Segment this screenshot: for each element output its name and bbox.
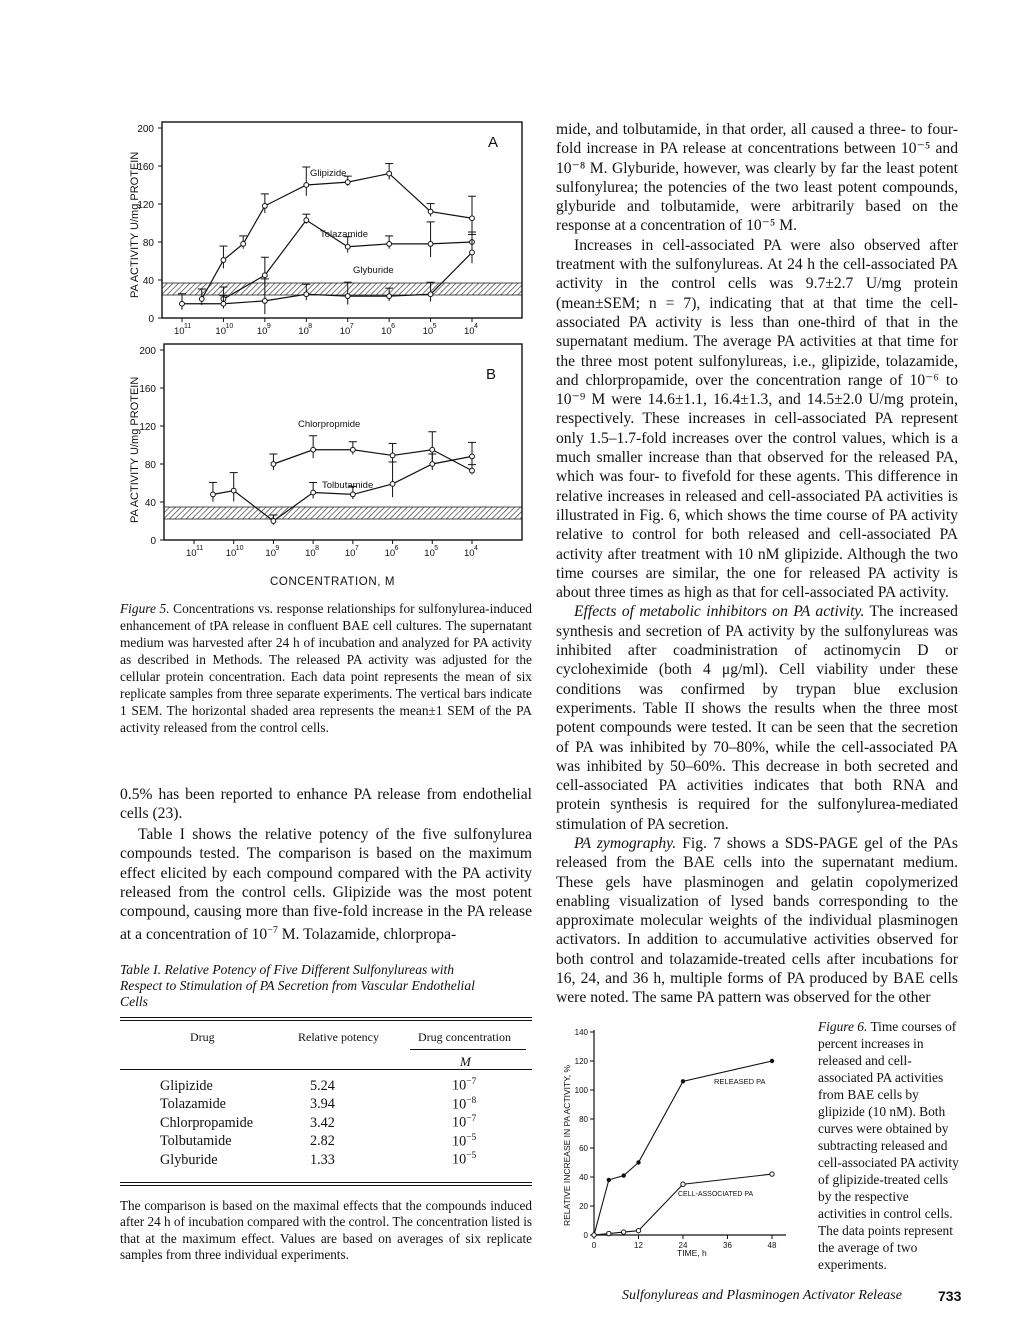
table-cell-potency: 5.24 bbox=[310, 1077, 335, 1094]
table-1-bottom-rule bbox=[120, 1182, 532, 1186]
data-point bbox=[430, 462, 435, 467]
panel-b-x-axis bbox=[186, 540, 478, 559]
data-point bbox=[470, 216, 475, 221]
table-cell-concentration bbox=[452, 1077, 476, 1096]
data-point bbox=[180, 301, 185, 306]
y-tick-label: 160 bbox=[137, 162, 154, 173]
concentration-exponent: −7 bbox=[466, 1114, 477, 1125]
x-tick-label: 10 bbox=[339, 326, 351, 337]
panel-b-letter: B bbox=[486, 366, 497, 383]
y-tick-label: 120 bbox=[137, 200, 154, 211]
data-point bbox=[271, 519, 276, 524]
label-tolazamide: Tolazamide bbox=[320, 229, 369, 240]
panel-b-ylabel: PA ACTIVITY U/mg PROTEIN bbox=[129, 376, 141, 523]
label-released-pa: RELEASED PA bbox=[714, 1077, 766, 1086]
x-tick-label: 10 bbox=[298, 326, 309, 337]
x-tick-label: 10 bbox=[424, 548, 435, 559]
data-point bbox=[304, 292, 309, 297]
data-point bbox=[304, 218, 309, 223]
x-tick-label: 10 bbox=[344, 548, 356, 559]
table-cell-concentration bbox=[452, 1151, 476, 1170]
cell-associated-pa-point bbox=[592, 1233, 596, 1237]
table-row bbox=[160, 1114, 476, 1133]
x-tick-label: 10 bbox=[464, 548, 475, 559]
table-cell-concentration bbox=[452, 1133, 476, 1152]
data-point bbox=[430, 447, 435, 452]
figure-6-caption-label: Figure 6. bbox=[818, 1019, 868, 1034]
x-tick-exponent: 10 bbox=[235, 545, 244, 552]
concentration-base: 10 bbox=[452, 1078, 467, 1095]
y-tick-label: 40 bbox=[142, 276, 154, 287]
figure-5-xlabel: CONCENTRATION, M bbox=[270, 576, 396, 588]
x-tick-label: 10 bbox=[174, 326, 185, 337]
x-tick-exponent: 7 bbox=[349, 323, 354, 330]
x-tick-exponent: 8 bbox=[315, 545, 320, 552]
x-tick-exponent: 11 bbox=[184, 323, 192, 330]
x-tick-label: 10 bbox=[384, 548, 396, 559]
released-pa-point bbox=[770, 1059, 774, 1063]
data-point bbox=[231, 488, 236, 493]
cell-associated-pa-point bbox=[621, 1230, 625, 1234]
data-point bbox=[262, 299, 267, 304]
released-pa-point bbox=[621, 1173, 625, 1177]
x-tick-label: 10 bbox=[265, 548, 277, 559]
x-tick-exponent: 9 bbox=[275, 545, 280, 552]
table-cell-concentration bbox=[452, 1114, 476, 1133]
y-tick-label: 40 bbox=[144, 498, 156, 509]
y-tick-label: 120 bbox=[139, 422, 156, 433]
panel-a-y-axis bbox=[137, 124, 162, 325]
released-pa-point bbox=[681, 1079, 685, 1083]
data-point bbox=[470, 468, 475, 473]
x-tick-label: 10 bbox=[305, 548, 316, 559]
x-tick-label: 36 bbox=[723, 1241, 732, 1250]
concentration-base: 10 bbox=[452, 1133, 467, 1150]
data-point bbox=[345, 294, 350, 299]
table-cell-concentration bbox=[452, 1096, 476, 1115]
x-tick-exponent: 11 bbox=[196, 545, 204, 552]
figure-5-caption-label: Figure 5. bbox=[120, 601, 170, 616]
y-tick-label: 100 bbox=[574, 1086, 588, 1095]
label-glyburide: Glyburide bbox=[353, 265, 394, 276]
y-tick-label: 0 bbox=[583, 1231, 588, 1240]
column-2 bbox=[556, 120, 958, 1008]
figure-5-panel-b bbox=[129, 344, 522, 559]
y-tick-label: 80 bbox=[142, 238, 154, 249]
y-tick-label: 120 bbox=[574, 1057, 588, 1066]
data-point bbox=[428, 292, 433, 297]
x-tick-label: 12 bbox=[634, 1241, 643, 1250]
data-point bbox=[241, 242, 246, 247]
figure-6-caption-text: Time courses of percent increases in released and cell-associated PA activities from BAE cells by glipizide (10 nM). Both curves were obtained by subtracting released and cell-associated PA activity of glipizide-treated cells by the respective activities in control cells. The data points represent the average of two experiments. bbox=[818, 1019, 959, 1272]
table-1-header-potency: Relative potency bbox=[298, 1030, 379, 1044]
released-pa-point bbox=[636, 1160, 640, 1164]
label-chlorpropmide: Chlorpropmide bbox=[298, 419, 361, 430]
y-tick-label: 80 bbox=[579, 1115, 588, 1124]
figure-5-caption-text: Concentrations vs. response relationships for sulfonylurea-induced enhancement of tPA release in confluent BAE cell cultures. The supernatant medium was harvested after 24 h of incubation and analyzed for PA activity as described in Methods. The released PA activity was adjusted for the cellular protein concentration. Each data point represents the mean of six replicate samples from three separate experiments. The vertical bars indicate 1 SEM. The horizontal shaded area represents the mean±1 SEM of the PA activity released from the control cells. bbox=[120, 601, 532, 735]
figure-5 bbox=[120, 115, 540, 595]
figure-6-ylabel: RELATIVE INCREASE IN PA ACTIVITY, % bbox=[562, 1064, 572, 1226]
col1-para-2-exponent: −7 bbox=[267, 925, 278, 937]
table-cell-drug: Glipizide bbox=[160, 1077, 213, 1094]
x-tick-label: 10 bbox=[256, 326, 268, 337]
concentration-exponent: −8 bbox=[466, 1095, 477, 1106]
data-point bbox=[470, 250, 475, 255]
concentration-base: 10 bbox=[452, 1115, 467, 1132]
col2-para-4-text: Fig. 7 shows a SDS-PAGE gel of the PAs released from the BAE cells into the supernatant medium. These gels have plasminogen and gelatin copolymerized enabling visualization of lysed bands corresponding to the approximate molecular weights of the individual plasminogen activators. In addition to accumulative activities observed for both control and tolazamide-treated cells after incubations for 16, 24, and 36 h, multiple forms of PA produced by BAE cells were noted. The same PA pattern was observed for the other bbox=[556, 834, 958, 1007]
x-tick-exponent: 4 bbox=[474, 323, 478, 330]
table-cell-potency: 1.33 bbox=[310, 1151, 335, 1168]
cell-associated-pa-point bbox=[770, 1172, 774, 1176]
table-1-header-concentration: Drug concentration bbox=[418, 1030, 511, 1044]
released-pa-line bbox=[594, 1061, 772, 1235]
series-line-chlorpropmide bbox=[273, 450, 472, 471]
table-row bbox=[160, 1077, 476, 1096]
col1-para-2-text: Table I shows the relative potency of the five sulfonylurea compounds tested. The comparison is based on the maximum effect elicited by each compound compared with the PA activity released from the control cells. Glipizide was the most potent compound, causing more than five-fold increase in the PA release at a concentration of 10 bbox=[120, 826, 532, 944]
x-tick-exponent: 5 bbox=[434, 545, 439, 552]
x-tick-label: 10 bbox=[215, 326, 227, 337]
col2-para-1: mide, and tolbutamide, in that order, all caused a three- to four-fold increase in PA release at concentrations between 10⁻⁵ and 10⁻⁸ M. Glyburide, however, was clearly by far the least potent sulfonylurea; the potencies of the two least potent compounds, glyburide and tolbutamide, were arbitrarily based on the response at a concentration of 10⁻⁵ M. bbox=[556, 121, 958, 235]
col2-para-3 bbox=[556, 602, 958, 834]
table-1-header bbox=[120, 1021, 532, 1069]
table-row bbox=[160, 1133, 476, 1152]
data-point bbox=[390, 482, 395, 487]
concentration-exponent: −5 bbox=[466, 1151, 477, 1162]
figure-5-panel-a bbox=[129, 122, 522, 337]
x-tick-exponent: 7 bbox=[354, 545, 359, 552]
y-tick-label: 140 bbox=[574, 1028, 588, 1037]
table-cell-drug: Glyburide bbox=[160, 1151, 218, 1168]
x-tick-label: 10 bbox=[464, 326, 475, 337]
x-tick-label: 10 bbox=[381, 326, 392, 337]
y-tick-label: 40 bbox=[579, 1173, 588, 1182]
data-point bbox=[199, 297, 204, 302]
col2-para-2: Increases in cell-associated PA were also observed after treatment with the sulfonylureas. At 24 h the cell-associated PA activity in the control cells was 9.7±2.7 U/mg protein (mean±SEM; n = 7), indicating that at that time the cell-associated PA activity is less than one-third of that in the supernatant medium. The average PA activities at that time for the three most potent sulfonylureas, i.e., glipizide, tolazamide, and chlorpropamide, over the concentration range of 10⁻⁶ to 10⁻⁹ M were 14.6±1.1, 16.4±1.3, and 14.5±2.0 U/mg protein, respectively. These increases in cell-associated PA represent only 1.5–1.7-fold increases over the control values, which is a much smaller increase than that observed for the released PA, which was four- to fivefold for these agents. This difference in relative increases in released and cell-associated PA activities is illustrated in Fig. 6, which shows the time course of PA activity relative to control for both released and cell-associated PA activity after treatment with 10 nM glipizide. Although the two time courses are similar, the one for released PA activity is about three times as high as that for cell-associated PA activity. bbox=[556, 236, 958, 602]
table-1-unit: M bbox=[460, 1054, 471, 1069]
col2-para-3-text: The increased synthesis and secretion of PA activity by the sulfonylureas was inhibited after coadministration of actinomycin D or cycloheximide (both 4 μg/ml). Cell viability under these conditions was confirmed by trypan blue exclusion experiments. Table II shows the results when the three most potent compounds were tested. It can be seen that the secretion of PA was inhibited by 70–80%, while the cell-associated PA was inhibited by 50–60%. This decrease in both secreted and cell-associated PA activities indicates that both RNA and protein synthesis is required for the sulfonylurea-mediated stimulation of PA secretion. bbox=[556, 603, 958, 833]
data-point bbox=[387, 242, 392, 247]
panel-a-control-band bbox=[162, 283, 522, 295]
concentration-base: 10 bbox=[452, 1152, 467, 1169]
running-footer-title: Sulfonylureas and Plasminogen Activator Release bbox=[622, 1288, 902, 1303]
table-cell-drug: Tolbutamide bbox=[160, 1133, 232, 1150]
y-tick-label: 20 bbox=[579, 1202, 588, 1211]
data-point bbox=[345, 244, 350, 249]
x-tick-label: 10 bbox=[186, 548, 197, 559]
y-tick-label: 200 bbox=[139, 346, 156, 357]
x-tick-exponent: 6 bbox=[391, 323, 396, 330]
data-point bbox=[221, 301, 226, 306]
table-1-header-rule bbox=[410, 1049, 526, 1050]
y-tick-label: 80 bbox=[144, 460, 156, 471]
data-point bbox=[350, 447, 355, 452]
concentration-exponent: −5 bbox=[466, 1132, 477, 1143]
table-row bbox=[160, 1151, 476, 1170]
col1-para-1: 0.5% has been reported to enhance PA release from endothelial cells (23). bbox=[120, 786, 532, 823]
col1-para-2 bbox=[120, 825, 532, 945]
col1-para-2-tail: M. Tolazamide, chlorpropa- bbox=[277, 926, 457, 944]
data-point bbox=[311, 447, 316, 452]
table-cell-potency: 3.94 bbox=[310, 1096, 335, 1113]
figure-6-caption bbox=[818, 1018, 960, 1273]
data-point bbox=[345, 180, 350, 185]
table-1-body bbox=[160, 1077, 476, 1170]
x-tick-label: 10 bbox=[422, 326, 434, 337]
col2-para-4-head: PA zymography. bbox=[574, 834, 677, 852]
y-tick-label: 60 bbox=[579, 1144, 588, 1153]
cell-associated-pa-point bbox=[681, 1182, 685, 1186]
table-cell-potency: 2.82 bbox=[310, 1133, 335, 1150]
data-point bbox=[387, 171, 392, 176]
y-tick-label: 0 bbox=[148, 314, 154, 325]
col2-para-3-head: Effects of metabolic inhibitors on PA activity. bbox=[574, 603, 865, 621]
data-point bbox=[271, 462, 276, 467]
y-tick-label: 200 bbox=[137, 124, 154, 135]
x-tick-label: 48 bbox=[767, 1241, 777, 1250]
concentration-exponent: −7 bbox=[466, 1077, 477, 1088]
data-point bbox=[221, 258, 226, 263]
data-point bbox=[387, 294, 392, 299]
concentration-base: 10 bbox=[452, 1096, 467, 1113]
panel-a-x-axis bbox=[174, 318, 478, 337]
table-cell-drug: Chlorpropamide bbox=[160, 1114, 253, 1131]
data-point bbox=[350, 492, 355, 497]
panel-a-ylabel: PA ACTIVITY U/mg PROTEIN bbox=[129, 151, 141, 298]
data-point bbox=[262, 273, 267, 278]
x-tick-exponent: 8 bbox=[308, 323, 313, 330]
figure-6 bbox=[552, 1020, 808, 1260]
data-point bbox=[211, 492, 216, 497]
cell-associated-pa-point bbox=[636, 1228, 640, 1232]
panel-b-control-band bbox=[164, 507, 522, 519]
data-point bbox=[262, 204, 267, 209]
released-pa-point bbox=[607, 1178, 611, 1182]
panel-a-letter: A bbox=[488, 134, 499, 151]
col2-para-4 bbox=[556, 834, 958, 1008]
table-cell-potency: 3.42 bbox=[310, 1114, 335, 1131]
page-number: 733 bbox=[938, 1288, 962, 1304]
table-1 bbox=[120, 1017, 532, 1264]
data-point bbox=[304, 183, 309, 188]
table-row bbox=[160, 1096, 476, 1115]
table-1-header-drug: Drug bbox=[190, 1030, 215, 1044]
label-glipizide: Glipizide bbox=[310, 168, 347, 179]
data-point bbox=[428, 209, 433, 214]
figure-6-y-ticks bbox=[575, 1028, 594, 1240]
x-tick-label: 24 bbox=[678, 1241, 688, 1250]
panel-b-y-axis bbox=[139, 346, 164, 547]
table-1-caption: Table I. Relative Potency of Five Different Sulfonylureas with Respect to Stimulation of PA Secretion from Vascular Endothelial Cells bbox=[120, 962, 475, 1009]
table-1-footnote: The comparison is based on the maximal effects that the compounds induced after 24 h of incubation compared with the control. The concentration listed is that at the maximum effect. Values are based on averages of six replicate samples from three individual experiments. bbox=[120, 1197, 532, 1263]
label-cell-associated-pa: CELL-ASSOCIATED PA bbox=[678, 1191, 754, 1198]
x-tick-exponent: 10 bbox=[225, 323, 234, 330]
figure-5-caption bbox=[120, 600, 532, 736]
data-point bbox=[311, 490, 316, 495]
data-point bbox=[390, 453, 395, 458]
data-point bbox=[428, 242, 433, 247]
cell-associated-pa-point bbox=[607, 1231, 611, 1235]
x-tick-exponent: 4 bbox=[474, 545, 478, 552]
data-point bbox=[470, 454, 475, 459]
y-tick-label: 0 bbox=[150, 536, 156, 547]
y-tick-label: 160 bbox=[139, 384, 156, 395]
x-tick-exponent: 6 bbox=[394, 545, 399, 552]
x-tick-exponent: 5 bbox=[432, 323, 437, 330]
x-tick-label: 10 bbox=[225, 548, 237, 559]
x-tick-exponent: 9 bbox=[266, 323, 271, 330]
x-tick-label: 0 bbox=[591, 1241, 597, 1250]
figure-6-xlabel: TIME, h bbox=[677, 1248, 707, 1258]
table-cell-drug: Tolazamide bbox=[160, 1096, 226, 1113]
label-tolbutamide: Tolbutamide bbox=[322, 480, 374, 491]
